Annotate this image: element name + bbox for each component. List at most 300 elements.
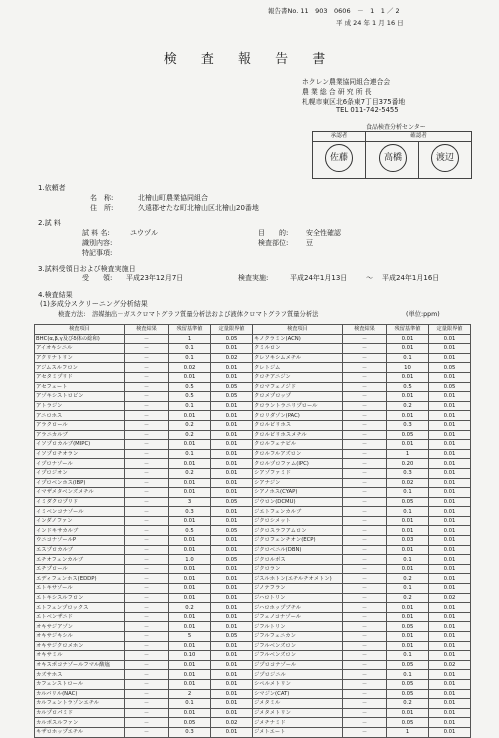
org-name: ホクレン農業協同組合連合会 bbox=[302, 78, 391, 86]
loq-cell: 0.01 bbox=[429, 430, 471, 440]
table-row bbox=[35, 612, 253, 622]
result-cell: － bbox=[343, 420, 387, 430]
table-row bbox=[35, 555, 253, 565]
result-cell: － bbox=[343, 411, 387, 421]
mrl-cell: 0.3 bbox=[387, 468, 429, 478]
table-row bbox=[253, 689, 471, 699]
loq-cell: 0.01 bbox=[211, 660, 253, 670]
result-cell: － bbox=[125, 651, 169, 661]
mrl-cell: 0.1 bbox=[169, 401, 211, 411]
analyte-name: オキサジアゾン bbox=[35, 622, 125, 632]
table-row bbox=[35, 574, 253, 584]
loq-cell: 0.01 bbox=[211, 679, 253, 689]
analyte-name: クロルプロファム(IPC) bbox=[253, 459, 343, 469]
result-cell: － bbox=[125, 622, 169, 632]
result-cell: － bbox=[343, 449, 387, 459]
loq-cell: 0.01 bbox=[211, 430, 253, 440]
mrl-cell: 0.1 bbox=[387, 555, 429, 565]
client-heading: 1.依頼者 bbox=[38, 184, 66, 192]
analyte-name: ジハロトリン bbox=[253, 593, 343, 603]
column-header: 残留基準値 bbox=[169, 325, 211, 335]
analyte-name: アイオキシニル bbox=[35, 344, 125, 354]
loq-cell: 0.01 bbox=[429, 689, 471, 699]
result-cell: － bbox=[125, 344, 169, 354]
analyte-name: ジフルトリン bbox=[253, 622, 343, 632]
loq-cell: 0.05 bbox=[211, 497, 253, 507]
table-row bbox=[35, 699, 253, 709]
mrl-cell: 0.01 bbox=[169, 488, 211, 498]
table-row bbox=[253, 545, 471, 555]
table-row bbox=[253, 478, 471, 488]
analyte-name: ジクロラン bbox=[253, 564, 343, 574]
table-row bbox=[253, 401, 471, 411]
result-cell: － bbox=[125, 449, 169, 459]
client-name: 北檜山町農業協同組合 bbox=[138, 194, 208, 202]
analyte-name: クロチアニジン bbox=[253, 372, 343, 382]
result-cell: － bbox=[125, 679, 169, 689]
result-cell: － bbox=[125, 363, 169, 373]
result-cell: － bbox=[343, 612, 387, 622]
loq-cell: 0.01 bbox=[211, 372, 253, 382]
mrl-cell: 0.1 bbox=[169, 449, 211, 459]
loq-cell: 0.01 bbox=[211, 545, 253, 555]
table-row bbox=[253, 593, 471, 603]
mrl-cell: 0.05 bbox=[387, 689, 429, 699]
table-row bbox=[35, 516, 253, 526]
analyte-name: ジノテフラン bbox=[253, 584, 343, 594]
result-cell: － bbox=[125, 526, 169, 536]
analyte-name: イプロベンホス(IBP) bbox=[35, 478, 125, 488]
table-row bbox=[253, 507, 471, 517]
client-address: 久遠郡せたな町北檜山区北檜山20番地 bbox=[138, 204, 259, 212]
received-label: 受 領: bbox=[82, 274, 113, 282]
result-cell: － bbox=[125, 488, 169, 498]
loq-cell: 0.01 bbox=[429, 718, 471, 728]
table-row bbox=[35, 584, 253, 594]
analyte-name: カフェンストロール bbox=[35, 679, 125, 689]
table-row bbox=[35, 536, 253, 546]
table-row bbox=[35, 392, 253, 402]
table-row bbox=[253, 488, 471, 498]
analyte-name: エスプロカルブ bbox=[35, 545, 125, 555]
mrl-cell: 0.3 bbox=[169, 507, 211, 517]
table-row bbox=[253, 363, 471, 373]
analyte-name: オキサジキシル bbox=[35, 632, 125, 642]
loq-cell: 0.01 bbox=[211, 440, 253, 450]
loq-cell: 0.01 bbox=[211, 468, 253, 478]
report-date: 平 成 24 年 1 月 16 日 bbox=[336, 19, 404, 27]
part: 豆 bbox=[306, 239, 313, 247]
table-row bbox=[35, 497, 253, 507]
mrl-cell: 0.01 bbox=[387, 372, 429, 382]
sample-name-label: 試 料 名: bbox=[82, 229, 110, 237]
analyte-name: アセフェート bbox=[35, 382, 125, 392]
mrl-cell: 0.01 bbox=[387, 344, 429, 354]
table-header-row bbox=[35, 325, 253, 335]
result-cell: － bbox=[343, 497, 387, 507]
result-cell: － bbox=[343, 603, 387, 613]
result-cell: － bbox=[125, 584, 169, 594]
table-row bbox=[253, 555, 471, 565]
analyte-name: カルバリル(NAC) bbox=[35, 689, 125, 699]
analyte-name: インダノファン bbox=[35, 516, 125, 526]
table-row bbox=[35, 440, 253, 450]
result-cell: － bbox=[343, 632, 387, 642]
analyte-name: ジエトフェンカルブ bbox=[253, 507, 343, 517]
analyte-name: クロルピリホス bbox=[253, 420, 343, 430]
result-cell: － bbox=[125, 660, 169, 670]
loq-cell: 0.01 bbox=[429, 516, 471, 526]
results-table-left bbox=[34, 324, 253, 738]
result-cell: － bbox=[125, 507, 169, 517]
loq-cell: 0.02 bbox=[211, 718, 253, 728]
analyte-name: ジクロフェンチオン(ECP) bbox=[253, 536, 343, 546]
loq-cell: 0.01 bbox=[429, 651, 471, 661]
loq-cell: 0.01 bbox=[429, 641, 471, 651]
table-row bbox=[35, 708, 253, 718]
mrl-cell: 0.01 bbox=[169, 593, 211, 603]
result-cell: － bbox=[343, 488, 387, 498]
analyte-name: ジハロホップブチル bbox=[253, 603, 343, 613]
approval-stamp-box bbox=[312, 131, 472, 179]
analyte-name: イプロジオン bbox=[35, 468, 125, 478]
mrl-cell: 0.01 bbox=[387, 440, 429, 450]
analyte-name: エチプロール bbox=[35, 564, 125, 574]
analyte-name: イソプロチオラン bbox=[35, 449, 125, 459]
mrl-cell: 0.01 bbox=[387, 641, 429, 651]
mrl-cell: 0.01 bbox=[169, 411, 211, 421]
analyte-name: オキスポコナゾールフマル酸塩 bbox=[35, 660, 125, 670]
table-row bbox=[35, 420, 253, 430]
result-cell: － bbox=[125, 593, 169, 603]
analyte-name: クロメプロップ bbox=[253, 392, 343, 402]
loq-cell: 0.01 bbox=[429, 670, 471, 680]
result-cell: － bbox=[125, 641, 169, 651]
table-row bbox=[253, 564, 471, 574]
result-cell: － bbox=[343, 708, 387, 718]
org-tel: TEL 011-742-5455 bbox=[336, 106, 399, 114]
mrl-cell: 0.01 bbox=[169, 536, 211, 546]
result-cell: － bbox=[125, 555, 169, 565]
loq-cell: 0.01 bbox=[429, 603, 471, 613]
result-cell: － bbox=[343, 593, 387, 603]
mrl-cell: 0.2 bbox=[387, 574, 429, 584]
analyte-name: ジフェノコナゾール bbox=[253, 612, 343, 622]
result-cell: － bbox=[125, 430, 169, 440]
loq-cell: 0.01 bbox=[211, 536, 253, 546]
mrl-cell: 0.10 bbox=[169, 651, 211, 661]
result-cell: － bbox=[125, 727, 169, 737]
org-address: 札幌市東区北6条東7丁目375番地 bbox=[302, 98, 406, 106]
analyte-name: アゾキシストロビン bbox=[35, 392, 125, 402]
analyte-name: カルボスルファン bbox=[35, 718, 125, 728]
mrl-cell: 0.01 bbox=[387, 603, 429, 613]
analyte-name: ジクロスラフアムロン bbox=[253, 526, 343, 536]
result-cell: － bbox=[125, 632, 169, 642]
analyte-name: ジプロコナゾール bbox=[253, 660, 343, 670]
analyte-name: ジウロン(DCMU) bbox=[253, 497, 343, 507]
table-row bbox=[253, 497, 471, 507]
table-row bbox=[253, 372, 471, 382]
analyte-name: アトラジン bbox=[35, 401, 125, 411]
analyte-name: クレトジム bbox=[253, 363, 343, 373]
table-row bbox=[253, 718, 471, 728]
analyte-name: ジフルベンズロン bbox=[253, 651, 343, 661]
loq-cell: 0.01 bbox=[211, 612, 253, 622]
mrl-cell: 0.01 bbox=[387, 334, 429, 344]
loq-cell: 0.01 bbox=[429, 420, 471, 430]
mrl-cell: 0.01 bbox=[169, 708, 211, 718]
analyte-name: ジメタメトリン bbox=[253, 708, 343, 718]
mrl-cell: 0.03 bbox=[387, 536, 429, 546]
loq-cell: 0.01 bbox=[429, 478, 471, 488]
loq-cell: 0.01 bbox=[429, 440, 471, 450]
column-header: 検査項目 bbox=[35, 325, 125, 335]
analyte-name: キザロホップエチル bbox=[35, 727, 125, 737]
mrl-cell: 0.01 bbox=[169, 459, 211, 469]
result-cell: － bbox=[125, 334, 169, 344]
table-row bbox=[35, 488, 253, 498]
result-cell: － bbox=[343, 468, 387, 478]
loq-cell: 0.01 bbox=[211, 699, 253, 709]
mrl-cell: 0.01 bbox=[387, 392, 429, 402]
loq-cell: 0.05 bbox=[429, 363, 471, 373]
table-row bbox=[35, 727, 253, 737]
result-cell: － bbox=[125, 689, 169, 699]
result-cell: － bbox=[343, 392, 387, 402]
mrl-cell: 0.01 bbox=[169, 564, 211, 574]
result-cell: － bbox=[125, 497, 169, 507]
mrl-cell: 1 bbox=[169, 334, 211, 344]
mrl-cell: 0.1 bbox=[169, 344, 211, 354]
loq-cell: 0.01 bbox=[429, 632, 471, 642]
mrl-cell: 0.01 bbox=[387, 632, 429, 642]
mrl-cell: 0.05 bbox=[387, 497, 429, 507]
table-row bbox=[35, 593, 253, 603]
mrl-cell: 0.1 bbox=[387, 507, 429, 517]
analyte-name: クロラントラニリプロール bbox=[253, 401, 343, 411]
loq-cell: 0.01 bbox=[429, 449, 471, 459]
result-cell: － bbox=[125, 353, 169, 363]
result-cell: － bbox=[343, 670, 387, 680]
purpose: 安全性確認 bbox=[306, 229, 341, 237]
analyte-name: クロマフェノジド bbox=[253, 382, 343, 392]
analyte-name: アセタミプリド bbox=[35, 372, 125, 382]
loq-cell: 0.01 bbox=[429, 536, 471, 546]
result-cell: － bbox=[343, 555, 387, 565]
loq-cell: 0.01 bbox=[211, 727, 253, 737]
result-cell: － bbox=[343, 353, 387, 363]
table-row bbox=[35, 401, 253, 411]
tested-from: 平成24年1月13日 bbox=[290, 274, 348, 282]
mrl-cell: 0.01 bbox=[387, 411, 429, 421]
analyte-name: オキサミル bbox=[35, 651, 125, 661]
loq-cell: 0.01 bbox=[429, 344, 471, 354]
loq-cell: 0.02 bbox=[429, 593, 471, 603]
id-label: 識別内容: bbox=[82, 239, 113, 247]
mrl-cell: 0.1 bbox=[169, 699, 211, 709]
column-header: 残留基準値 bbox=[387, 325, 429, 335]
method: 溶媒抽出－ガスクロマトグラフ質量分析法および液体クロマトグラフ質量分析法 bbox=[92, 311, 319, 318]
table-row bbox=[253, 449, 471, 459]
notes-label: 特記事項: bbox=[82, 249, 113, 257]
table-row bbox=[253, 622, 471, 632]
loq-cell: 0.05 bbox=[211, 526, 253, 536]
analyte-name: クロルフルアズロン bbox=[253, 449, 343, 459]
result-cell: － bbox=[343, 382, 387, 392]
mrl-cell: 0.01 bbox=[169, 516, 211, 526]
mrl-cell: 0.01 bbox=[169, 545, 211, 555]
loq-cell: 0.02 bbox=[429, 660, 471, 670]
table-header-row bbox=[253, 325, 471, 335]
result-cell: － bbox=[343, 507, 387, 517]
mrl-cell: 0.3 bbox=[387, 420, 429, 430]
loq-cell: 0.01 bbox=[429, 699, 471, 709]
analyte-name: インドキサカルブ bbox=[35, 526, 125, 536]
table-row bbox=[253, 651, 471, 661]
table-row bbox=[35, 641, 253, 651]
loq-cell: 0.01 bbox=[429, 574, 471, 584]
analyte-name: イミダクロプリド bbox=[35, 497, 125, 507]
result-cell: － bbox=[125, 459, 169, 469]
loq-cell: 0.01 bbox=[429, 545, 471, 555]
table-row bbox=[35, 632, 253, 642]
analyte-name: シアナジン bbox=[253, 478, 343, 488]
result-cell: － bbox=[125, 536, 169, 546]
table-row bbox=[253, 584, 471, 594]
result-cell: － bbox=[125, 612, 169, 622]
mrl-cell: 0.1 bbox=[387, 670, 429, 680]
table-row bbox=[35, 344, 253, 354]
table-row bbox=[35, 622, 253, 632]
loq-cell: 0.01 bbox=[211, 651, 253, 661]
analyte-name: クレソキシムメチル bbox=[253, 353, 343, 363]
table-row bbox=[35, 363, 253, 373]
result-cell: － bbox=[125, 699, 169, 709]
loq-cell: 0.05 bbox=[211, 632, 253, 642]
mrl-cell: 0.01 bbox=[387, 708, 429, 718]
mrl-cell: 0.5 bbox=[169, 526, 211, 536]
analyte-name: エトキシスルフロン bbox=[35, 593, 125, 603]
table-row bbox=[253, 536, 471, 546]
mrl-cell: 0.01 bbox=[387, 516, 429, 526]
result-cell: － bbox=[343, 679, 387, 689]
analyte-name: ジメチナミド bbox=[253, 718, 343, 728]
analyte-name: エディフェンホス(EDDP) bbox=[35, 574, 125, 584]
loq-cell: 0.01 bbox=[429, 564, 471, 574]
table-row bbox=[253, 641, 471, 651]
mrl-cell: 0.2 bbox=[169, 603, 211, 613]
analyte-name: シペルメトリン bbox=[253, 679, 343, 689]
analyte-name: シアゾファミド bbox=[253, 468, 343, 478]
dates-heading: 3.試料受領日および検査実施日 bbox=[38, 265, 136, 273]
loq-cell: 0.01 bbox=[429, 507, 471, 517]
result-cell: － bbox=[343, 372, 387, 382]
analyte-name: BHC(α,β,γ及びδ体の総和) bbox=[35, 334, 125, 344]
loq-cell: 0.01 bbox=[211, 507, 253, 517]
mrl-cell: 0.2 bbox=[169, 420, 211, 430]
analyte-name: クロルフェナピル bbox=[253, 440, 343, 450]
org-dept: 農 業 総 合 研 究 所 長 bbox=[302, 88, 372, 96]
table-row bbox=[253, 612, 471, 622]
result-cell: － bbox=[343, 440, 387, 450]
result-cell: － bbox=[343, 536, 387, 546]
loq-cell: 0.01 bbox=[429, 497, 471, 507]
result-cell: － bbox=[125, 708, 169, 718]
analyte-name: クロリダゾン(PAC) bbox=[253, 411, 343, 421]
table-row bbox=[35, 468, 253, 478]
mrl-cell: 0.2 bbox=[387, 401, 429, 411]
result-cell: － bbox=[343, 564, 387, 574]
analyte-name: ジクロシメット bbox=[253, 516, 343, 526]
document-title: 検 査 報 告 書 bbox=[163, 52, 336, 67]
loq-cell: 0.01 bbox=[211, 344, 253, 354]
loq-cell: 0.01 bbox=[429, 727, 471, 737]
mrl-cell: 1 bbox=[387, 449, 429, 459]
mrl-cell: 0.01 bbox=[169, 574, 211, 584]
loq-cell: 0.05 bbox=[211, 555, 253, 565]
loq-cell: 0.01 bbox=[211, 459, 253, 469]
result-cell: － bbox=[343, 344, 387, 354]
table-row bbox=[35, 603, 253, 613]
result-cell: － bbox=[125, 401, 169, 411]
mrl-cell: 1 bbox=[387, 727, 429, 737]
analyte-name: ジクロルボス bbox=[253, 555, 343, 565]
loq-cell: 0.01 bbox=[211, 401, 253, 411]
table-row bbox=[35, 353, 253, 363]
analyte-name: ジメタミル bbox=[253, 699, 343, 709]
loq-cell: 0.02 bbox=[211, 353, 253, 363]
result-cell: － bbox=[343, 516, 387, 526]
loq-cell: 0.01 bbox=[429, 708, 471, 718]
result-cell: － bbox=[343, 660, 387, 670]
table-row bbox=[35, 660, 253, 670]
result-cell: － bbox=[125, 603, 169, 613]
loq-cell: 0.01 bbox=[429, 555, 471, 565]
table-row bbox=[253, 708, 471, 718]
result-cell: － bbox=[125, 670, 169, 680]
loq-cell: 0.01 bbox=[429, 392, 471, 402]
result-cell: － bbox=[125, 382, 169, 392]
column-header: 検査結果 bbox=[125, 325, 169, 335]
mrl-cell: 0.05 bbox=[387, 430, 429, 440]
table-row bbox=[35, 526, 253, 536]
table-row bbox=[35, 334, 253, 344]
loq-cell: 0.01 bbox=[429, 468, 471, 478]
loq-cell: 0.05 bbox=[429, 382, 471, 392]
column-header: 定量限界値 bbox=[429, 325, 471, 335]
loq-cell: 0.01 bbox=[211, 574, 253, 584]
approver-seal: 佐藤 bbox=[325, 144, 353, 172]
analyte-name: シアノホス(CYAP) bbox=[253, 488, 343, 498]
loq-cell: 0.01 bbox=[211, 488, 253, 498]
loq-cell: 0.01 bbox=[429, 526, 471, 536]
analyte-name: イプロナゾール bbox=[35, 459, 125, 469]
report-number: 報告書No. 11 903 0606 － 1 1 ／ 2 bbox=[268, 7, 400, 15]
table-row bbox=[253, 392, 471, 402]
loq-cell: 0.01 bbox=[211, 516, 253, 526]
loq-cell: 0.01 bbox=[211, 411, 253, 421]
result-cell: － bbox=[125, 478, 169, 488]
table-row bbox=[253, 727, 471, 737]
center-label: 食品検査分析センター bbox=[366, 124, 426, 131]
table-row bbox=[35, 449, 253, 459]
loq-cell: 0.05 bbox=[211, 382, 253, 392]
analyte-name: シマジン(CAT) bbox=[253, 689, 343, 699]
sample-name: ユウヅル bbox=[130, 229, 158, 237]
result-cell: － bbox=[125, 545, 169, 555]
tested-to: 平成24年1月16日 bbox=[382, 274, 440, 282]
